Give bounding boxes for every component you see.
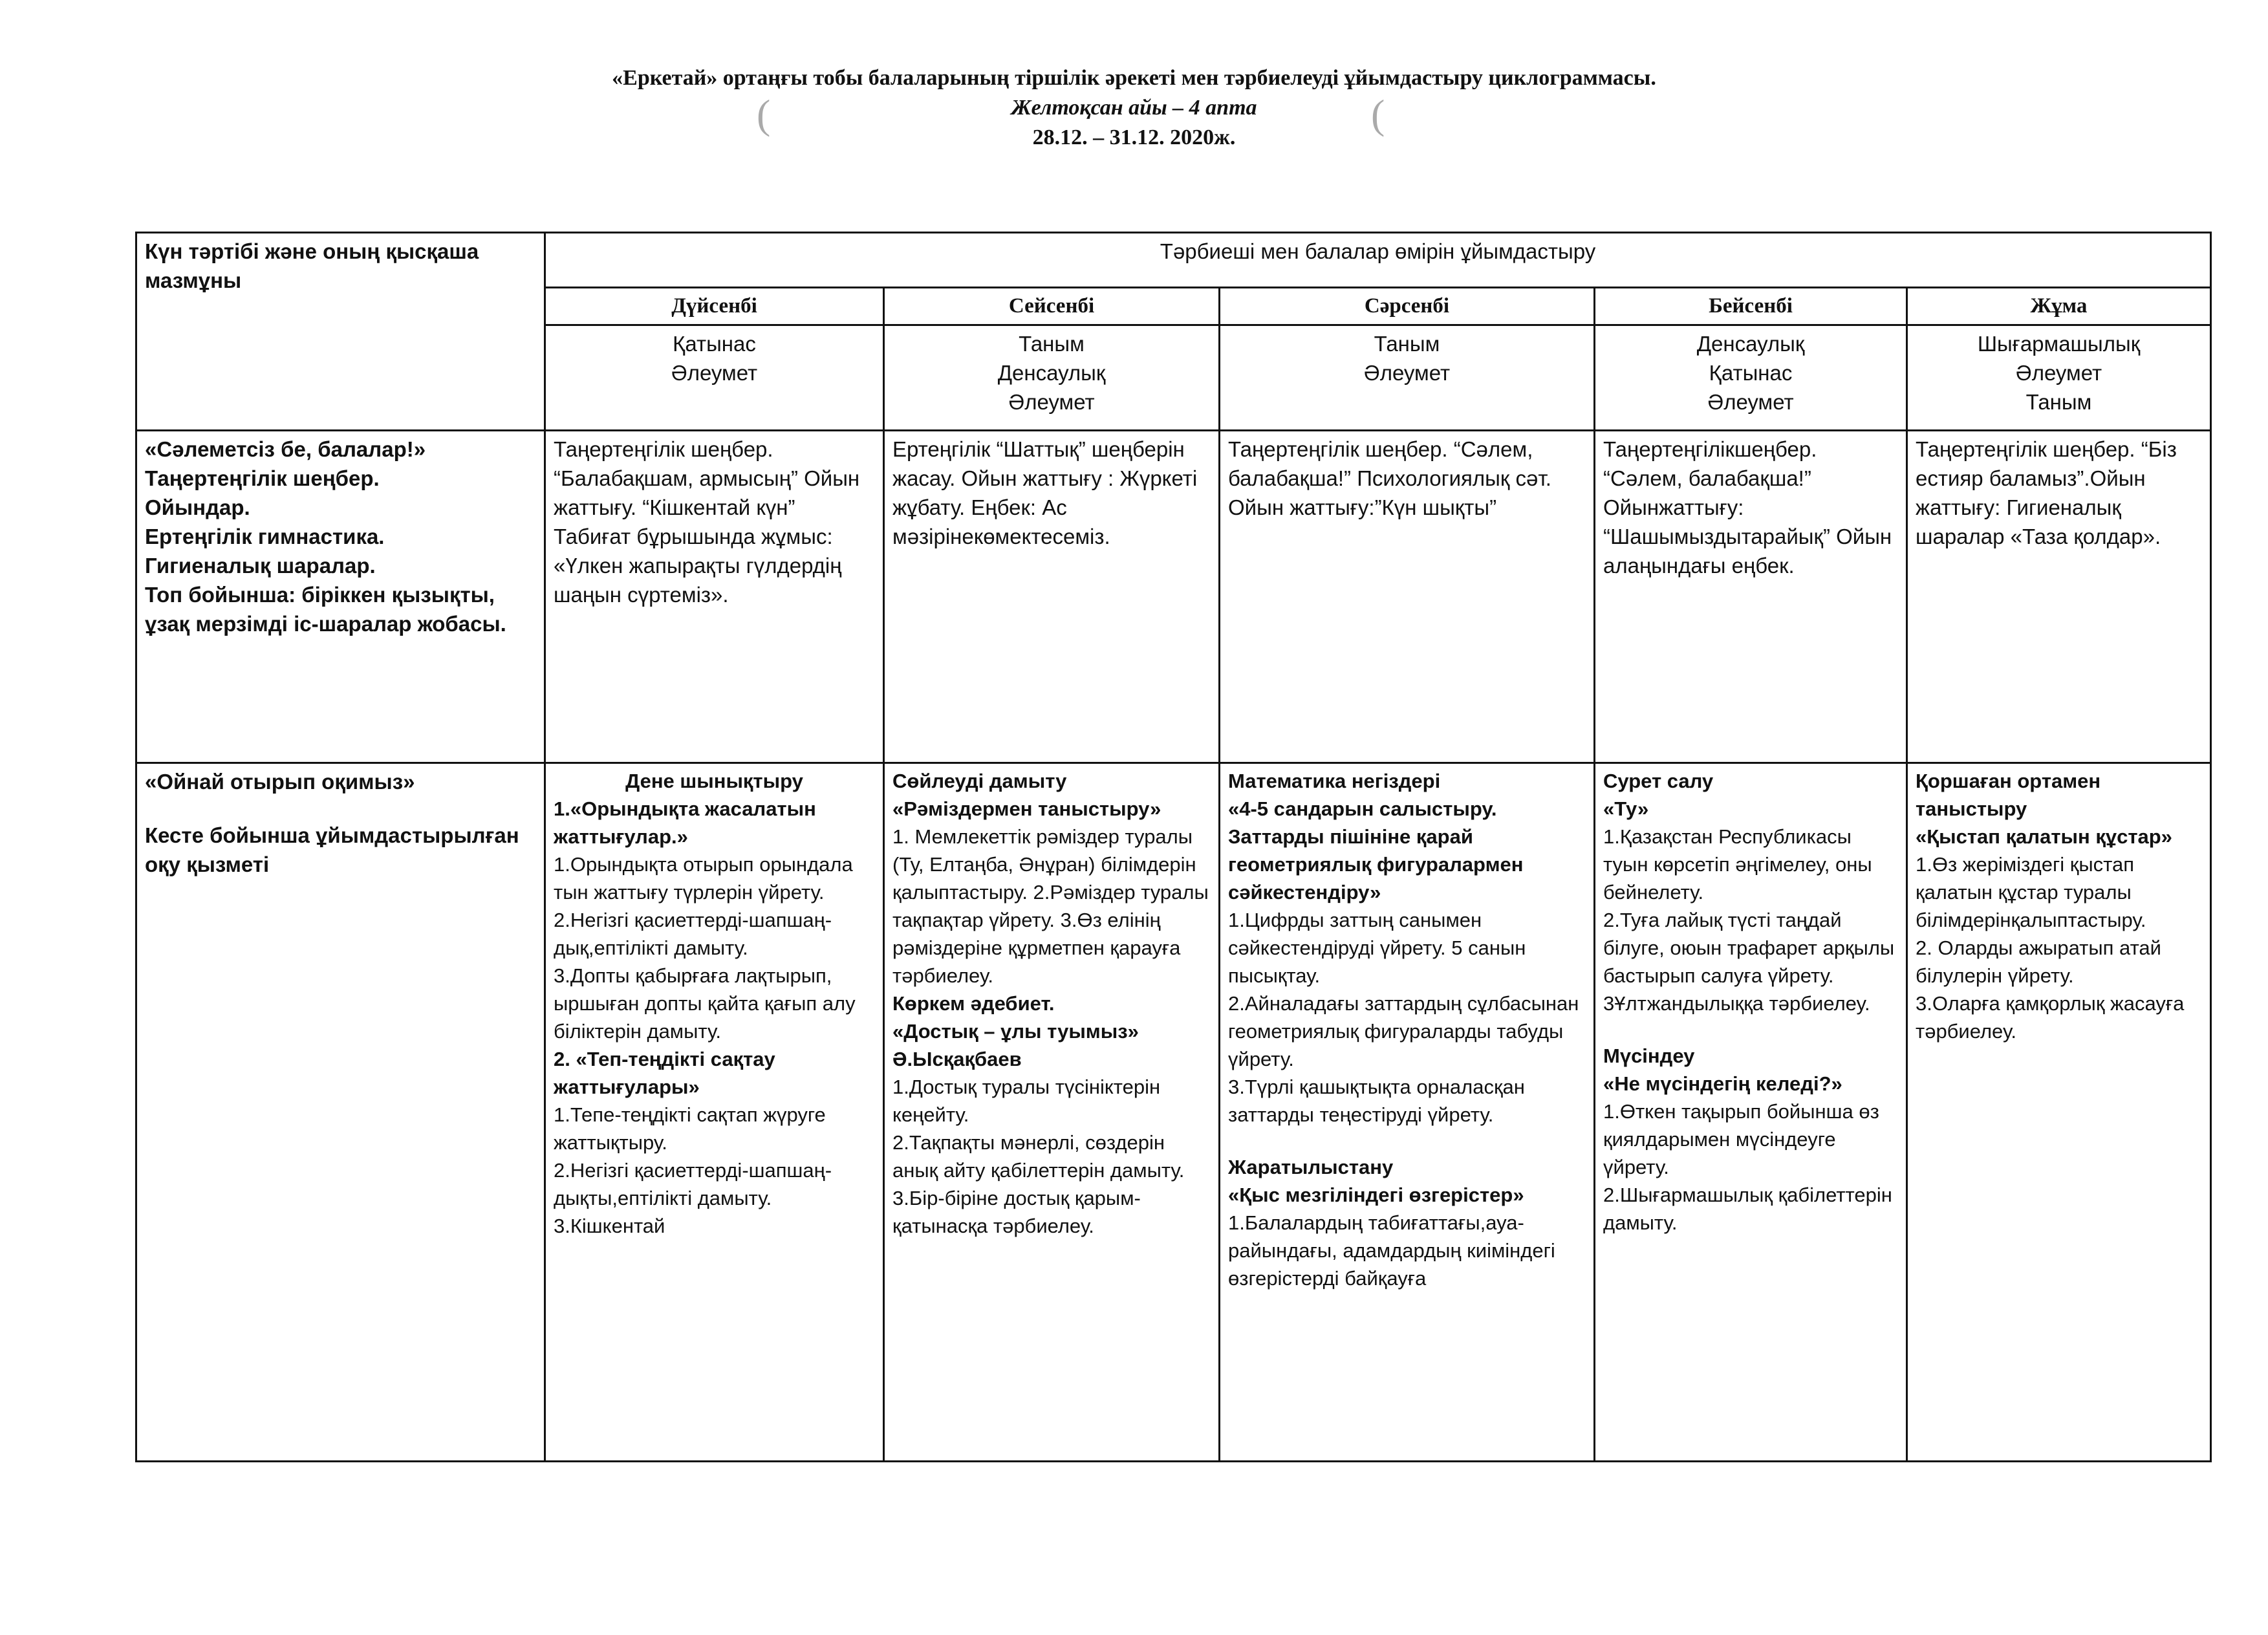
lesson-heading: «Қыс мезгіліндегі өзгерістер» bbox=[1228, 1184, 1524, 1206]
lesson-heading: «Ту» bbox=[1603, 797, 1649, 820]
areas-friday bbox=[1907, 325, 2211, 431]
lesson-heading: «4-5 сандарын салыстыру. Заттарды пішініне қарай геометриялық фигуралармен сәйкестендіру» bbox=[1228, 797, 1524, 904]
area-label: Шығармашылық bbox=[1977, 332, 2141, 356]
row-label-line: «Сәлеметсіз бе, балалар!» bbox=[145, 437, 426, 461]
area-label: Таным bbox=[1374, 332, 1440, 356]
lesson-item: 1.Қазақстан Республикасы туын көрсетіп әңгімелеу, оны бейнелету. bbox=[1603, 825, 1872, 904]
morning-cell-tuesday: Ертеңгілік “Шаттық” шеңберін жасау. Ойын жаттығу : Жүркеті жұбату. Еңбек: Ас мәзірінекөмектесеміз. bbox=[884, 431, 1220, 763]
lesson-title: Қоршаған ортамен таныстыру bbox=[1916, 770, 2101, 820]
areas-thursday bbox=[1595, 325, 1907, 431]
area-label: Әлеумет bbox=[1363, 361, 1451, 385]
area-label: Қатынас bbox=[1709, 361, 1793, 385]
lesson-item: 3.Допты қабырғаға лақтырып, ыршыған допты қайта қағып алу біліктерін дамыту. bbox=[554, 964, 856, 1043]
areas-tuesday bbox=[884, 325, 1220, 431]
day-header-monday: Дүйсенбі bbox=[545, 288, 884, 325]
lesson-item: 3.Түрлі қашықтықта орналасқан заттарды теңестіруді үйрету. bbox=[1228, 1076, 1525, 1126]
lesson-cell-wednesday bbox=[1220, 763, 1595, 1462]
lesson-item: 2.Негізгі қасиеттерді-шапшаң-дық,ептілікті дамыту. bbox=[554, 909, 832, 959]
row-label-line: Гигиеналық шаралар. bbox=[145, 554, 376, 578]
corner-header-cell: Күн тәртібі және оның қысқаша мазмұны bbox=[136, 233, 545, 431]
lesson-item: 1.Тепе-теңдікті сақтап жүруге жаттықтыру. bbox=[554, 1103, 826, 1154]
lesson-title: Сурет салу bbox=[1603, 770, 1714, 792]
document-title: «Еркетай» ортаңғы тобы балаларының тіршілік әрекеті мен тәрбиелеуді ұйымдастыру циклограммасы. bbox=[612, 66, 1656, 90]
lesson-title: Жаратылыстану bbox=[1228, 1156, 1394, 1178]
lesson-item: 2. Оларды ажыратып атай білулерін үйрету. bbox=[1916, 937, 2161, 987]
morning-cell-friday: Таңертеңгілік шеңбер. “Біз естияр баламыз”.Ойын жаттығу: Гигиеналық шаралар «Таза қолдар». bbox=[1907, 431, 2211, 763]
lesson-item: 1.Орындықта отырып орындала тын жаттығу түрлерін үйрету. bbox=[554, 853, 853, 904]
lesson-item: 3Ұлтжандылыққа тәрбиелеу. bbox=[1603, 992, 1870, 1015]
cyclogram-table bbox=[135, 232, 2212, 1462]
day-header-wednesday: Сәрсенбі bbox=[1220, 288, 1595, 325]
row-label-line: Таңертеңгілік шеңбер. bbox=[145, 466, 380, 490]
lesson-cell-monday bbox=[545, 763, 884, 1462]
scan-mark: ( bbox=[757, 91, 771, 137]
lesson-item: 1.Өткен тақырып бойынша өз қиялдарымен мүсіндеуге үйрету. bbox=[1603, 1100, 1879, 1178]
lesson-item: 1.Өз жеріміздегі қыстап қалатын құстар туралы білімдерінқалыптастыру. bbox=[1916, 853, 2146, 931]
lesson-cell-tuesday bbox=[884, 763, 1220, 1462]
lesson-text: 1. Мемлекеттік рәміздер туралы (Ту, Елтаңба, Әнұран) білімдерін қалыптастыру. 2.Рәміздер туралы тақпақтар үйрету. 3.Өз елінің рәміздеріне құрметпен қарауға тәрбиелеу. bbox=[892, 825, 1209, 987]
lesson-cell-friday bbox=[1907, 763, 2211, 1462]
area-label: Денсаулық bbox=[1696, 332, 1805, 356]
row-label-line: Кесте бойынша ұйымдастырылған оқу қызметі bbox=[145, 823, 519, 876]
area-label: Таным bbox=[1019, 332, 1085, 356]
area-label: Денсаулық bbox=[997, 361, 1106, 385]
row-label-line: Ертеңгілік гимнастика. bbox=[145, 525, 385, 548]
scan-mark: ( bbox=[1371, 91, 1385, 137]
lesson-heading: Көркем әдебиет. bbox=[892, 992, 1055, 1015]
lesson-heading: «Қыстап қалатын құстар» bbox=[1916, 825, 2172, 848]
lesson-heading: «Не мүсіндегің келеді?» bbox=[1603, 1072, 1842, 1095]
lesson-title: Сөйлеуді дамыту bbox=[892, 770, 1067, 792]
lesson-item: 1.Балалардың табиғаттағы,ауа-райындағы, адамдардың киіміндегі өзгерістерді байқауға bbox=[1228, 1211, 1555, 1290]
row-label-line: Ойындар. bbox=[145, 495, 250, 519]
lesson-item: 3.Бір-біріне достық қарым-қатынасқа тәрбиелеу. bbox=[892, 1187, 1141, 1237]
morning-cell-wednesday: Таңертеңгілік шеңбер. “Сәлем, балабақша!” Психологиялық сәт. Ойын жаттығу:”Күн шықты” bbox=[1220, 431, 1595, 763]
document-subtitle: Желтоқсан айы – 4 апта bbox=[1011, 96, 1257, 120]
lesson-title: Дене шынықтыру bbox=[625, 770, 803, 792]
organization-header: Тәрбиеші мен балалар өмірін ұйымдастыру bbox=[545, 233, 2211, 288]
document-header bbox=[0, 63, 2268, 153]
areas-wednesday bbox=[1220, 325, 1595, 431]
areas-monday bbox=[545, 325, 884, 431]
lesson-item: 1.Цифрды заттың санымен сәйкестендіруді үйрету. 5 санын пысықтау. bbox=[1228, 909, 1526, 987]
lesson-heading: «Достық – ұлы туымыз» bbox=[892, 1020, 1139, 1043]
lesson-cell-thursday bbox=[1595, 763, 1907, 1462]
day-header-tuesday: Сейсенбі bbox=[884, 288, 1220, 325]
lesson-item: 2.Туға лайық түсті таңдай білуге, оюын трафарет арқылы бастырып салуға үйрету. bbox=[1603, 909, 1895, 987]
lesson-heading: 1.«Орындықта жасалатын жаттығулар.» bbox=[554, 797, 816, 848]
document-dates: 28.12. – 31.12. 2020ж. bbox=[1032, 125, 1236, 149]
area-label: Әлеумет bbox=[1008, 390, 1095, 414]
lesson-item: 2.Негізгі қасиеттерді-шапшаң-дықты,ептілікті дамыту. bbox=[554, 1159, 832, 1209]
lesson-item: 3.Кішкентай bbox=[554, 1215, 665, 1237]
area-label: Әлеумет bbox=[1707, 390, 1794, 414]
day-header-friday: Жұма bbox=[1907, 288, 2211, 325]
row-label-line: «Ойнай отырып оқимыз» bbox=[145, 770, 415, 794]
day-header-thursday: Бейсенбі bbox=[1595, 288, 1907, 325]
morning-cell-thursday: Таңертеңгілікшеңбер. “Сәлем, балабақша!” Ойынжаттығу: “Шашымыздытарайық” Ойын алаңындағы еңбек. bbox=[1595, 431, 1907, 763]
area-label: Қатынас bbox=[673, 332, 756, 356]
lesson-item: 2.Шығармашылық қабілеттерін дамыту. bbox=[1603, 1184, 1892, 1234]
lesson-heading: «Рәміздермен таныстыру» bbox=[892, 797, 1161, 820]
lesson-author: Ә.Ысқақбаев bbox=[892, 1048, 1022, 1070]
lesson-heading: 2. «Теп-теңдікті сақтау жаттығулары» bbox=[554, 1048, 775, 1098]
row-label-lessons bbox=[136, 763, 545, 1462]
lesson-item: 2.Айналадағы заттардың сұлбасынан геометриялық фигураларды табуды үйрету. bbox=[1228, 992, 1579, 1070]
area-label: Әлеумет bbox=[671, 361, 758, 385]
morning-cell-monday: Таңертеңгілік шеңбер. “Балабақшам, армысың” Ойын жаттығу. “Кішкентай күн” Табиғат бұрышында жұмыс: «Үлкен жапырақты гүлдердің шаңын сүртеміз». bbox=[545, 431, 884, 763]
row-label-line: Топ бойынша: біріккен қызықты, ұзақ мерзімді іс-шаралар жобасы. bbox=[145, 583, 506, 636]
lesson-item: 3.Оларға қамқорлық жасауға тәрбиелеу. bbox=[1916, 992, 2185, 1043]
lesson-item: 2.Тақпақты мәнерлі, сөздерін анық айту қабілеттерін дамыту. bbox=[892, 1131, 1185, 1182]
lesson-item: 1.Достық туралы түсініктерін кеңейту. bbox=[892, 1076, 1161, 1126]
lesson-title: Математика негіздері bbox=[1228, 770, 1441, 792]
lesson-title: Мүсіндеу bbox=[1603, 1045, 1695, 1067]
area-label: Таным bbox=[2025, 390, 2092, 414]
area-label: Әлеумет bbox=[2015, 361, 2102, 385]
row-label-morning bbox=[136, 431, 545, 763]
